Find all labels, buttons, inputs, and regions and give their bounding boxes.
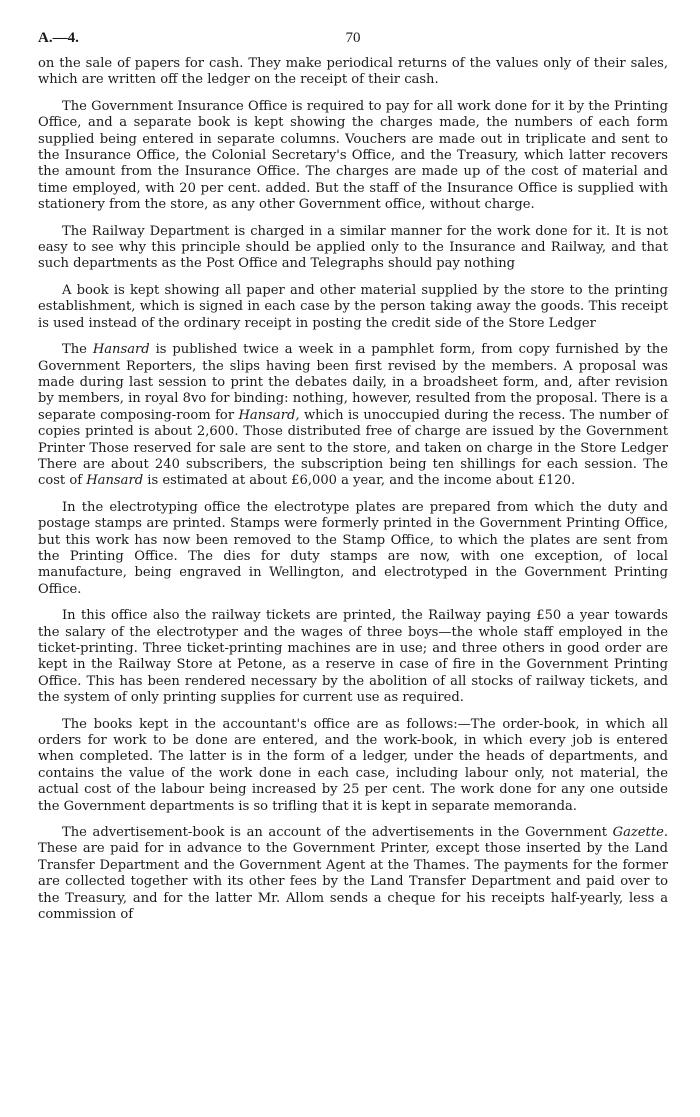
text-run: The books kept in the accountant's office are as follows:—The order-book, in which all orders for work to be done are entered, and the work-book, in which every job is entered when completed. The latter is in the form of a ledger, under the heads of departments, and contains the value of the work done in each case, including labour only, not material, the actual cost of the labour being increased by 25 per cent. The work done for any one outside the Government departments is so trifling that it is kept in separate memoranda. (38, 716, 668, 814)
italic-text-run: Gazette. (612, 825, 668, 841)
paragraph (38, 717, 668, 815)
italic-text-run: Hansard (92, 342, 150, 358)
text-run: on the sale of papers for cash. They make periodical returns of the values only of their sales, which are written off the ledger on the receipt of their cash. (38, 56, 668, 88)
paragraph (38, 608, 668, 706)
paragraph (38, 56, 668, 89)
paragraph (38, 500, 668, 598)
paragraph (38, 99, 668, 214)
paragraph (38, 283, 668, 332)
paragraph (38, 342, 668, 490)
text-run: The Railway Department is charged in a similar manner for the work done for it. It is not easy to see why this principle should be applied only to the Insurance and Railway, and that such departments as the Post Office and Telegraphs should pay nothing (38, 223, 668, 272)
page-header (38, 30, 668, 56)
body-text (38, 56, 668, 924)
text-run: These are paid for in advance to the Government Printer, except those inserted by the Land Transfer Department and the Government Agent at the Thames. The payments for the former are collected together with its other fees by the Land Transfer Department and paid over to the Treasury, and for the latter Mr. Allom sends a cheque for his receipts half-yearly, less a commission of (38, 841, 668, 923)
text-run: In the electrotyping office the electrotype plates are prepared from which the duty and postage stamps are printed. Stamps were formerly printed in the Government Printing Office, but this work has now been removed to the Stamp Office, to which the plates are sent from the Printing Office. The dies for duty stamps are now, with one exception, of local manufacture, being engraved in Wellington, and electrotyped in the Government Printing Office. (38, 499, 668, 597)
page-number: 70 (345, 30, 361, 46)
text-run: is estimated at about £6,000 a year, and the income about £120. (143, 473, 576, 489)
text-run: The (62, 342, 93, 358)
text-run: The advertisement-book is an account of the advertisements in the Government (62, 825, 613, 841)
document-reference: A.—4. (38, 30, 79, 46)
text-run: A book is kept showing all paper and other material supplied by the store to the printing establishment, which is signed in each case by the person taking away the goods. This receipt is used instead of the ordinary receipt in posting the credit side of the Store Ledger (38, 282, 668, 331)
text-run: is published twice a week in a pamphlet form, from copy furnished by the Government Reporters, the slips having been first revised by the members. A proposal was made during last session to print the debates daily, in a broadsheet form, and, after revision by members, in royal 8vo for binding: nothing, however, resulted from the proposal. There is a separate composing-room for (38, 342, 668, 423)
text-run: In this office also the railway tickets are printed, the Railway paying £50 a year towards the salary of the electrotyper and the wages of three boys—the whole staff employed in the ticket-printing. Three ticket-printing machines are in use; and three others in good order are kept in the Railway Store at Petone, as a reserve in case of fire in the Government Printing Office. This has been rendered necessary by the abolition of all stocks of railway tickets, and the system of only printing supplies for current use as required. (38, 608, 668, 706)
paragraph (38, 224, 668, 273)
paragraph (38, 825, 668, 923)
italic-text-run: Hansard, (238, 407, 300, 423)
text-run: The Government Insurance Office is required to pay for all work done for it by the Printing Office, and a separate book is kept showing the charges made, the numbers of each form supplied being entered in separate columns. Vouchers are made out in triplicate and sent to the Insurance Office, the Colonial Secretary's Office, and the Treasury, which latter recovers the amount from the Insurance Office. The charges are made up of the cost of material and time employed, with 20 per cent. added. But the staff of the Insurance Office is supplied with stationery from the store, as any other Government office, without charge. (38, 98, 668, 213)
document-page (38, 30, 668, 934)
text-run: which is unoccupied during the recess. The number of copies printed is about 2,600. Those distributed free of charge are issued by the Government Printer Those reserved for sale are sent to the store, and taken on charge in the Store Ledger There are about 240 subscribers, the subscription being ten shillings for each session. The cost of (38, 407, 668, 489)
italic-text-run: Hansard (86, 473, 144, 489)
